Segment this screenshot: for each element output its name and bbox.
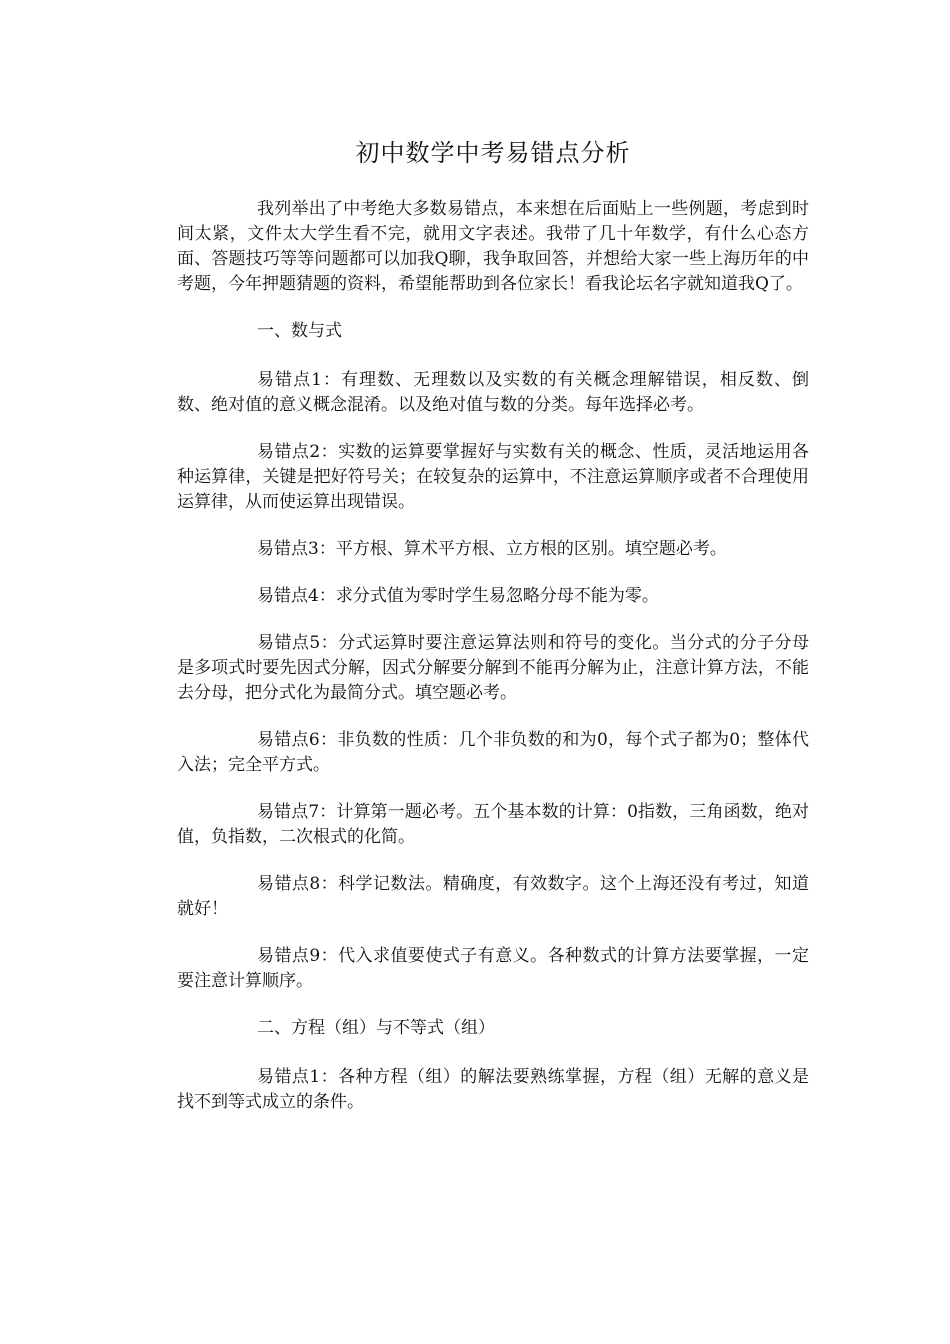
section-heading-1: 一、数与式 <box>257 321 342 341</box>
section1-point-6: 易错点6：非负数的性质：几个非负数的和为0，每个式子都为0；整体代入法；完全平方式。 <box>177 730 809 775</box>
document-body <box>177 197 809 1137</box>
section1-point-3: 易错点3：平方根、算术平方根、立方根的区别。填空题必考。 <box>257 539 727 559</box>
intro-paragraph: 我列举出了中考绝大多数易错点，本来想在后面贴上一些例题，考虑到时间太紧，文件太大学生看不完，就用文字表述。我带了几十年数学，有什么心态方面、答题技巧等等问题都可以加我Q聊，我争取回答，并想给大家一些上海历年的中考题，今年押题猜题的资料，希望能帮助到各位家长！看我论坛名字就知道我Q了。 <box>177 199 809 294</box>
section1-point-9: 易错点9：代入求值要使式子有意义。各种数式的计算方法要掌握，一定要注意计算顺序。 <box>177 946 809 991</box>
section1-point-8: 易错点8：科学记数法。精确度，有效数字。这个上海还没有考过，知道就好！ <box>177 874 809 919</box>
section1-point-5: 易错点5：分式运算时要注意运算法则和符号的变化。当分式的分子分母是多项式时要先因式分解，因式分解要分解到不能再分解为止，注意计算方法，不能去分母，把分式化为最简分式。填空题必考。 <box>177 633 809 703</box>
section1-point-2: 易错点2：实数的运算要掌握好与实数有关的概念、性质，灵活地运用各种运算律，关键是把好符号关；在较复杂的运算中，不注意运算顺序或者不合理使用运算律，从而使运算出现错误。 <box>177 442 809 512</box>
section1-point-4: 易错点4：求分式值为零时学生易忽略分母不能为零。 <box>257 586 659 606</box>
section1-point-7: 易错点7：计算第一题必考。五个基本数的计算：0指数，三角函数，绝对值，负指数，二次根式的化简。 <box>177 802 809 847</box>
section2-point-1: 易错点1：各种方程（组）的解法要熟练掌握，方程（组）无解的意义是找不到等式成立的条件。 <box>177 1067 809 1112</box>
document-title: 初中数学中考易错点分析 <box>355 139 631 167</box>
section1-point-1: 易错点1：有理数、无理数以及实数的有关概念理解错误，相反数、倒数、绝对值的意义概念混淆。以及绝对值与数的分类。每年选择必考。 <box>177 370 809 415</box>
section-heading-2: 二、方程（组）与不等式（组） <box>257 1018 495 1038</box>
